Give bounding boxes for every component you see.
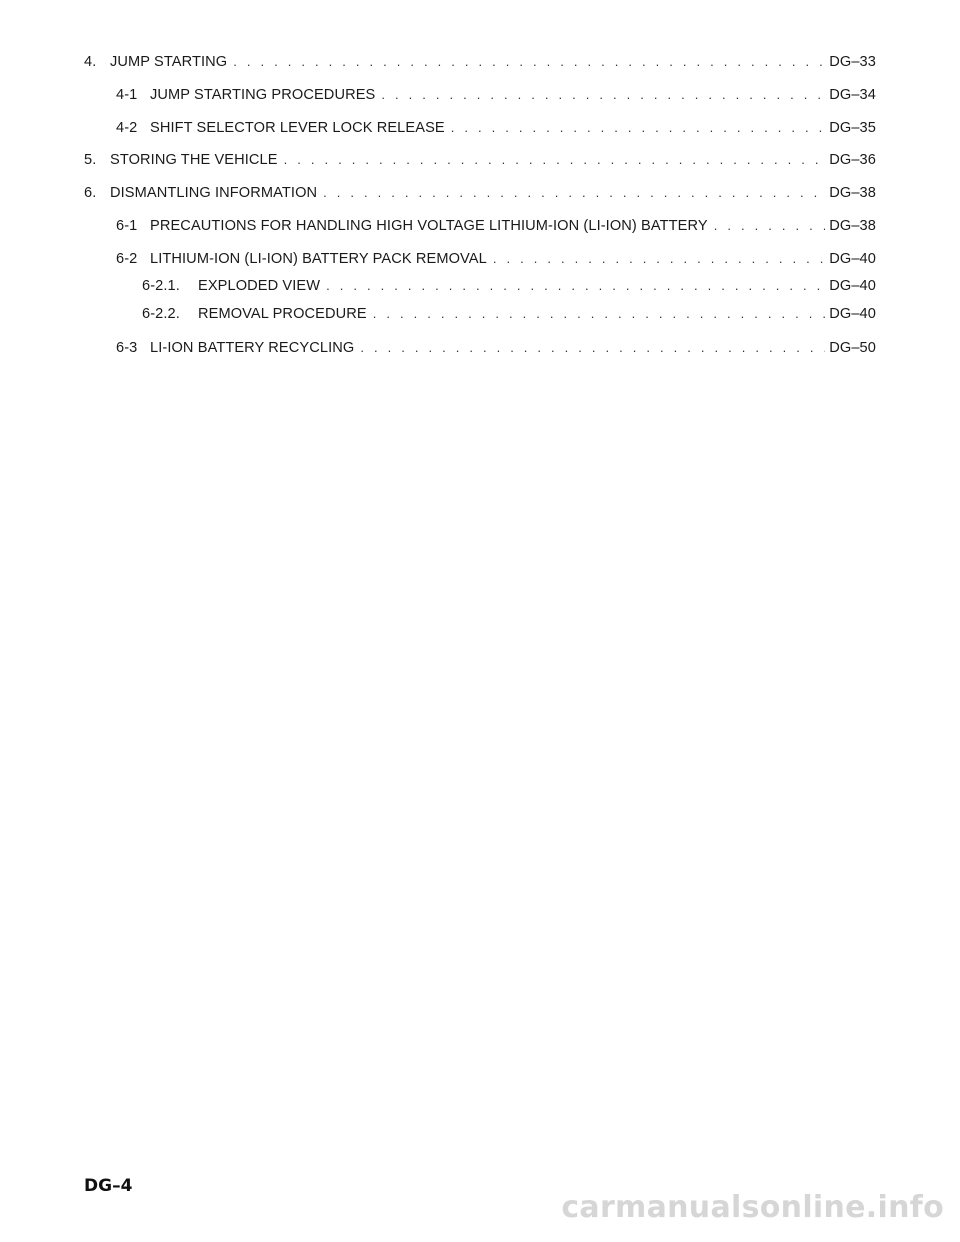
toc-entry-number: 6-1 — [116, 218, 138, 234]
toc-entry-page: DG–40 — [829, 278, 876, 294]
dot-leader — [360, 340, 825, 355]
toc-entry[interactable] — [84, 278, 876, 298]
toc-entry-title: SHIFT SELECTOR LEVER LOCK RELEASE — [150, 120, 445, 136]
toc-entry[interactable] — [84, 185, 876, 205]
dot-leader — [373, 306, 826, 321]
watermark: carmanualsonline.info — [561, 1190, 944, 1225]
toc-entry-page: DG–35 — [829, 120, 876, 136]
toc-entry-title: PRECAUTIONS FOR HANDLING HIGH VOLTAGE LITHIUM-ION (LI-ION) BATTERY — [150, 218, 708, 234]
toc-entry-page: DG–50 — [829, 340, 876, 356]
toc-entry-number: 4-1 — [116, 87, 138, 103]
toc-entry[interactable] — [84, 87, 876, 107]
table-of-contents — [84, 54, 876, 360]
toc-entry-title: LITHIUM-ION (LI-ION) BATTERY PACK REMOVAL — [150, 251, 487, 267]
toc-entry-number: 6. — [84, 185, 97, 201]
toc-entry-number: 6-3 — [116, 340, 138, 356]
toc-entry[interactable] — [84, 54, 876, 74]
toc-entry-number: 6-2.2. — [142, 306, 180, 322]
toc-entry-title: JUMP STARTING — [110, 54, 228, 70]
toc-entry-title: LI-ION BATTERY RECYCLING — [150, 340, 355, 356]
toc-entry-page: DG–40 — [829, 251, 876, 267]
dot-leader — [493, 251, 825, 266]
dot-leader — [323, 185, 825, 200]
toc-entry-page: DG–38 — [829, 185, 876, 201]
dot-leader — [714, 218, 826, 233]
toc-entry[interactable] — [84, 340, 876, 360]
toc-entry-number: 6-2.1. — [142, 278, 180, 294]
toc-entry[interactable] — [84, 152, 876, 172]
dot-leader — [381, 87, 825, 102]
toc-entry-page: DG–36 — [829, 152, 876, 168]
toc-entry[interactable] — [84, 251, 876, 271]
toc-entry-title: JUMP STARTING PROCEDURES — [150, 87, 376, 103]
toc-entry-title: DISMANTLING INFORMATION — [110, 185, 318, 201]
toc-entry-title: REMOVAL PROCEDURE — [198, 306, 367, 322]
toc-entry[interactable] — [84, 306, 876, 326]
toc-entry-number: 5. — [84, 152, 97, 168]
toc-entry-number: 4-2 — [116, 120, 138, 136]
toc-entry-page: DG–33 — [829, 54, 876, 70]
page-number: DG–4 — [84, 1176, 133, 1196]
toc-entry-number: 6-2 — [116, 251, 138, 267]
toc-entry-page: DG–38 — [829, 218, 876, 234]
toc-entry-page: DG–40 — [829, 306, 876, 322]
dot-leader — [326, 278, 825, 293]
dot-leader — [451, 120, 826, 135]
dot-leader — [233, 54, 825, 69]
toc-entry[interactable] — [84, 218, 876, 238]
toc-entry-title: STORING THE VEHICLE — [110, 152, 278, 168]
toc-entry-number: 4. — [84, 54, 97, 70]
dot-leader — [284, 152, 826, 167]
toc-entry-title: EXPLODED VIEW — [198, 278, 321, 294]
toc-entry[interactable] — [84, 120, 876, 140]
toc-entry-page: DG–34 — [829, 87, 876, 103]
